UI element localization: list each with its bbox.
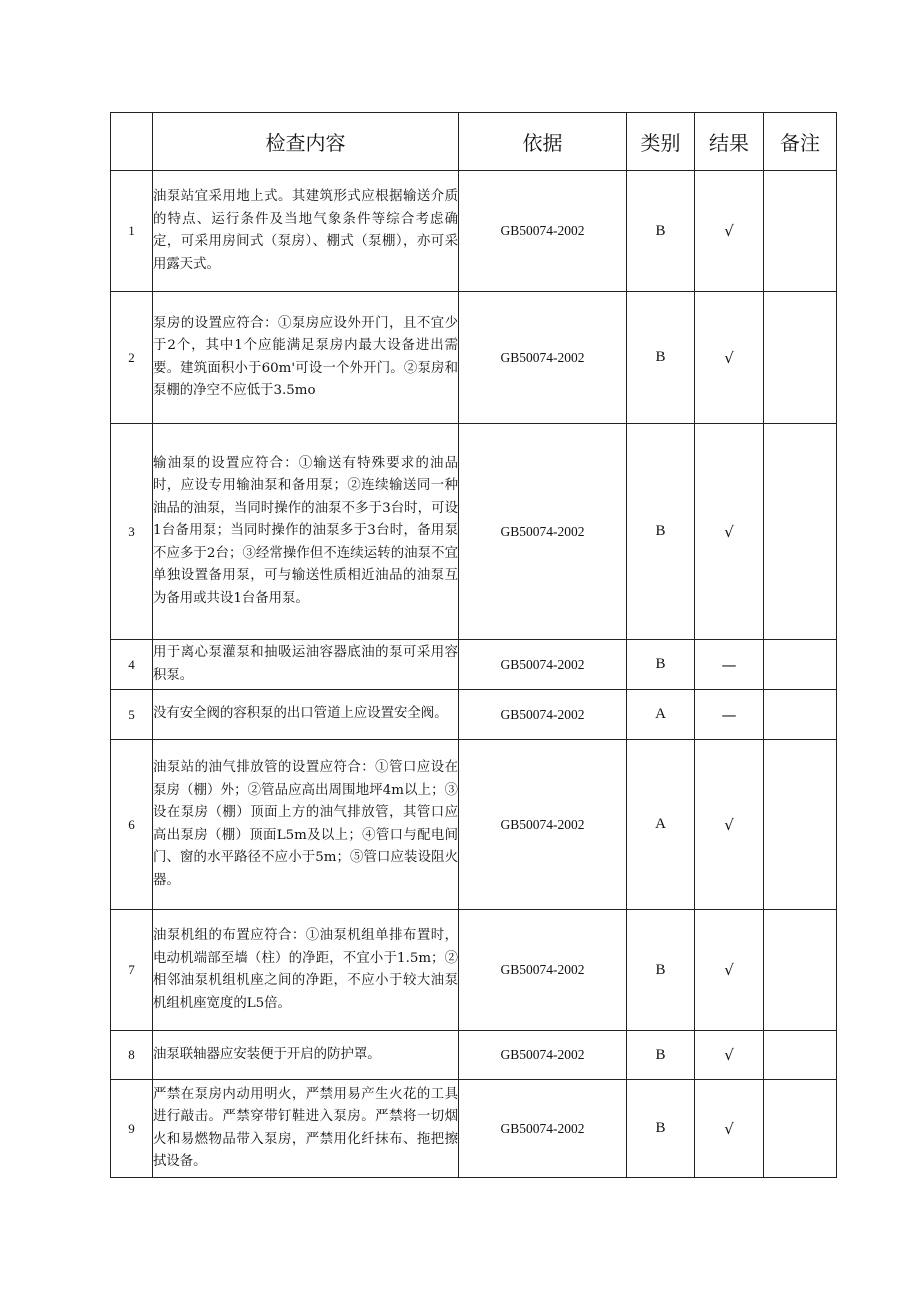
row-basis: GB50074-2002 — [459, 740, 627, 910]
row-category: A — [627, 740, 695, 910]
row-category: B — [627, 1031, 695, 1080]
row-num: 8 — [111, 1031, 153, 1080]
row-content: 严禁在泵房内动用明火，严禁用易产生火花的工具进行敲击。严禁穿带钉鞋进入泵房。严禁将一切烟火和易燃物品带入泵房，严禁用化纤抹布、拖把擦拭设备。 — [153, 1080, 459, 1178]
row-num: 1 — [111, 171, 153, 292]
table-row — [111, 292, 837, 424]
row-result: √ — [695, 424, 764, 640]
row-basis: GB50074-2002 — [459, 640, 627, 690]
table-row — [111, 171, 837, 292]
row-content: 油泵机组的布置应符合：①油泵机组单排布置时，电动机端部至墙（柱）的净距，不宜小于1.5m；②相邻油泵机组机座之间的净距，不应小于较大油泵机组机座宽度的L5倍。 — [153, 910, 459, 1031]
header-row — [111, 113, 837, 171]
row-content: 油泵站的油气排放管的设置应符合：①管口应设在泵房（棚）外；②管品应高出周围地坪4m以上；③设在泵房（棚）顶面上方的油气排放管，其管口应高出泵房（棚）顶面L5m及以上；④管口与配电间门、窗的水平路径不应小于5m；⑤管口应装设阻火器。 — [153, 740, 459, 910]
row-note — [764, 910, 837, 1031]
row-note — [764, 171, 837, 292]
row-result: — — [695, 640, 764, 690]
row-basis: GB50074-2002 — [459, 171, 627, 292]
row-category: B — [627, 171, 695, 292]
row-content: 输油泵的设置应符合：①输送有特殊要求的油品时，应设专用输油泵和备用泵；②连续输送同一种油品的油泵，当同时操作的油泵不多于3台时，可设1台备用泵；当同时操作的油泵多于3台时，备用泵不应多于2台；③经常操作但不连续运转的油泵不宜单独设置备用泵，可与输送性质相近油品的油泵互为备用或共设1台备用泵。 — [153, 424, 459, 640]
row-note — [764, 424, 837, 640]
row-category: B — [627, 910, 695, 1031]
header-category: 类别 — [627, 113, 695, 171]
row-result: — — [695, 690, 764, 740]
row-num: 2 — [111, 292, 153, 424]
row-basis: GB50074-2002 — [459, 424, 627, 640]
row-note — [764, 1080, 837, 1178]
row-basis: GB50074-2002 — [459, 690, 627, 740]
row-num: 9 — [111, 1080, 153, 1178]
row-note — [764, 1031, 837, 1080]
row-category: A — [627, 690, 695, 740]
row-num: 6 — [111, 740, 153, 910]
row-content: 用于离心泵灌泵和抽吸运油容器底油的泵可采用容积泵。 — [153, 640, 459, 690]
row-category: B — [627, 424, 695, 640]
row-content: 没有安全阀的容积泵的出口管道上应设置安全阀。 — [153, 690, 459, 740]
row-result: √ — [695, 740, 764, 910]
row-num: 7 — [111, 910, 153, 1031]
row-category: B — [627, 292, 695, 424]
table-row — [111, 640, 837, 690]
row-basis: GB50074-2002 — [459, 910, 627, 1031]
header-note: 备注 — [764, 113, 837, 171]
table-row — [111, 424, 837, 640]
inspection-table — [110, 112, 837, 1178]
table-row — [111, 1080, 837, 1178]
row-num: 3 — [111, 424, 153, 640]
row-result: √ — [695, 292, 764, 424]
row-content: 油泵联轴器应安装便于开启的防护罩。 — [153, 1031, 459, 1080]
row-basis: GB50074-2002 — [459, 1080, 627, 1178]
header-basis: 依据 — [459, 113, 627, 171]
row-note — [764, 292, 837, 424]
header-result: 结果 — [695, 113, 764, 171]
table-row — [111, 740, 837, 910]
table-row — [111, 910, 837, 1031]
row-basis: GB50074-2002 — [459, 1031, 627, 1080]
row-note — [764, 740, 837, 910]
row-note — [764, 690, 837, 740]
row-num: 4 — [111, 640, 153, 690]
row-result: √ — [695, 910, 764, 1031]
table-row — [111, 1031, 837, 1080]
row-content: 油泵站宜采用地上式。其建筑形式应根据输送介质的特点、运行条件及当地气象条件等综合考虑确定，可采用房间式（泵房）、棚式（泵棚），亦可采用露天式。 — [153, 171, 459, 292]
row-note — [764, 640, 837, 690]
row-result: √ — [695, 1080, 764, 1178]
header-content: 检查内容 — [153, 113, 459, 171]
table-row — [111, 690, 837, 740]
row-category: B — [627, 1080, 695, 1178]
row-num: 5 — [111, 690, 153, 740]
row-category: B — [627, 640, 695, 690]
row-basis: GB50074-2002 — [459, 292, 627, 424]
row-result: √ — [695, 1031, 764, 1080]
row-content: 泵房的设置应符合：①泵房应设外开门，且不宜少于2个，其中1个应能满足泵房内最大设备进出需要。建筑面积小于60m'可设一个外开门。②泵房和泵棚的净空不应低于3.5mo — [153, 292, 459, 424]
header-num — [111, 113, 153, 171]
row-result: √ — [695, 171, 764, 292]
